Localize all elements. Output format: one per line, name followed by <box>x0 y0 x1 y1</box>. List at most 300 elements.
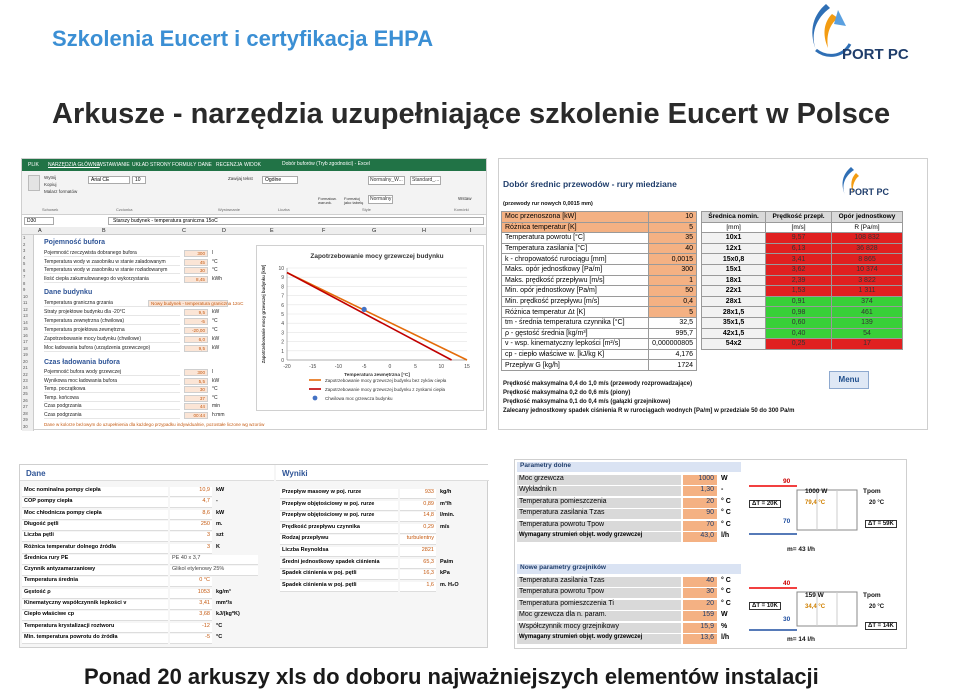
radiator-section-1: Parametry dolne <box>517 462 741 472</box>
row-label: Pojemność rzeczywista dobranego bufora <box>44 250 180 257</box>
row-number[interactable]: 22 <box>23 371 28 377</box>
radiator-value[interactable]: 1,30 <box>683 486 717 496</box>
input-cell[interactable]: -5 <box>184 318 208 325</box>
dane-label: Temperatura średnia <box>22 577 168 587</box>
unit-cell: °C <box>212 258 218 265</box>
wyniki-label: Rodzaj przepływu <box>280 535 398 545</box>
wyniki-label: Przepływ objętościowy w poj. rurze <box>280 512 398 522</box>
result-resistance: 10 374 <box>831 264 902 275</box>
style-normal-w[interactable]: Normalny_W... <box>370 177 403 183</box>
radiator-label: Temperatura zasilania Tzas <box>517 509 681 519</box>
row-label: Czas podgrzania <box>44 412 180 419</box>
input-cell[interactable]: 9,5 <box>184 309 208 316</box>
cut-button[interactable]: Wytnij <box>44 175 57 180</box>
x-tick-label: -20 <box>283 364 291 370</box>
param-label: Różnica temperatur [K] <box>502 222 649 233</box>
heating-demand-chart <box>257 246 485 412</box>
wyniki-unit: l/min. <box>440 512 455 519</box>
x-axis-label: Temperatura zewnętrzna [°C] <box>344 373 410 378</box>
param-value[interactable]: 40 <box>649 243 697 254</box>
wyniki-value: 14,8 <box>400 512 436 522</box>
diag1-tm: 79,4 °C <box>805 500 826 506</box>
result-row <box>702 328 903 339</box>
row-number[interactable]: 28 <box>23 410 28 416</box>
result-velocity: 3,62 <box>766 264 832 275</box>
diag2-t-in: 40 <box>783 580 791 587</box>
radiator-unit: ° C <box>721 497 731 505</box>
y-tick-label: 5 <box>281 312 284 318</box>
dane-value[interactable]: 1053 <box>170 589 212 599</box>
col-e[interactable]: E <box>270 228 274 234</box>
result-resistance: 108 832 <box>831 233 902 244</box>
result-unit: [m/s] <box>766 222 832 233</box>
group-alignment: Wyrównanie <box>218 207 240 212</box>
dane-value[interactable]: 4,7 <box>170 498 212 508</box>
unit-cell: °C <box>212 318 218 324</box>
dane-value[interactable]: 8,6 <box>170 510 212 520</box>
row-label: Straty projektowe budynku dla -20°C <box>44 309 180 316</box>
row-number[interactable]: 25 <box>23 391 28 396</box>
font-size-box[interactable]: 10 <box>132 176 146 184</box>
wyniki-value: 65,3 <box>400 559 436 569</box>
dane-unit: kJ/(kg*K) <box>216 611 240 618</box>
main-title: Arkusze - narzędzia uzupełniające szkolenie Eucert w Polsce <box>52 98 891 130</box>
unit-cell: kW <box>212 345 220 351</box>
param-label: cp - ciepło właściwe w. [kJ/kg K] <box>502 349 649 360</box>
diag1-power: 1000 W <box>805 488 828 495</box>
wrap-text-button[interactable]: Zawijaj tekst <box>228 176 253 181</box>
row-label: Pojemność bufora wody grzewczej <box>44 369 180 376</box>
param-value: 32,5 <box>649 317 697 328</box>
col-g[interactable]: G <box>372 228 377 234</box>
input-cell[interactable]: 6,0 <box>184 336 208 343</box>
result-header: Prędkość przepł. <box>766 212 832 223</box>
diag2-t-out: 30 <box>783 616 791 623</box>
x-tick-label: 0 <box>388 364 392 370</box>
excel-tab-view[interactable]: WIDOK <box>244 162 261 168</box>
y-tick-label: 7 <box>281 293 284 300</box>
row-number[interactable]: 9 <box>23 287 26 292</box>
radiator-unit: ° C <box>721 577 731 584</box>
diag1-t-in: 90 <box>783 478 791 485</box>
unit-cell: h:mm <box>212 411 225 418</box>
dane-label: Długość pętli <box>22 521 168 531</box>
radiator-value[interactable]: 90 <box>683 509 717 519</box>
y-tick-label: 1 <box>281 348 284 355</box>
result-row <box>702 286 903 297</box>
dane-label: COP pompy ciepła <box>22 498 168 508</box>
row-number[interactable]: 4 <box>23 254 26 260</box>
x-tick-label: 5 <box>414 364 417 370</box>
radiator-label: Temperatura zasilania Tzas <box>517 577 681 587</box>
row-number[interactable]: 8 <box>23 280 26 286</box>
result-resistance: 8 865 <box>831 254 902 265</box>
row-number[interactable]: 27 <box>23 404 28 409</box>
dane-title: Dane <box>26 469 46 478</box>
wyniki-label: Liczba Reynoldsa <box>280 547 398 557</box>
result-velocity: 0,40 <box>766 328 832 339</box>
excel-tab-layout[interactable]: UKŁAD STRONY <box>132 162 171 168</box>
col-b[interactable]: B <box>102 228 106 234</box>
excel-window-title: Dobór buforów (Tryb zgodności) - Excel <box>282 161 370 167</box>
pipe-note: Prędkość maksymalna 0,4 do 1,0 m/s (przewody rozprowadzające) <box>503 381 693 387</box>
excel-tab-data[interactable]: DANE <box>198 162 212 168</box>
unit-cell: l <box>212 369 214 375</box>
radiator-unit: - <box>721 486 724 494</box>
group-styles: Style <box>362 207 371 212</box>
param-label: Temperatura zasilania [°C] <box>502 243 649 254</box>
dane-unit: kW <box>216 487 225 493</box>
col-a[interactable]: A <box>38 228 42 234</box>
top-title: Szkolenia Eucert i certyfikacja EHPA <box>52 26 434 51</box>
radiator-value[interactable]: 30 <box>683 588 717 598</box>
param-label: Maks. prędkość przepływu [m/s] <box>502 275 649 286</box>
col-f[interactable]: F <box>322 228 326 234</box>
pipes-subtitle: (przewody rur nowych 0,0015 mm) <box>503 201 593 207</box>
col-d[interactable]: D <box>222 228 226 234</box>
row-label: Wynikowa moc ładowania bufora <box>44 378 180 385</box>
result-resistance: 461 <box>831 307 902 318</box>
radiator-value[interactable]: 40 <box>683 577 717 587</box>
excel-tab-insert[interactable]: WSTAWIANIE <box>98 162 130 168</box>
row-label: Temperatura projektowa zewnętrzna <box>44 327 180 334</box>
dane-value[interactable]: 3,68 <box>170 611 212 621</box>
result-dn: 15x0,8 <box>702 254 766 265</box>
dane-unit: m. <box>216 520 223 527</box>
param-label: Min. opór jednostkowy [Pa/m] <box>502 286 649 297</box>
input-cell[interactable]: Nowy budynek - temperatura graniczna 12oC <box>148 300 228 307</box>
data-point <box>362 307 367 312</box>
wyniki-value: 0,89 <box>400 501 436 511</box>
param-value[interactable]: 300 <box>649 264 697 275</box>
diag2-tm: 34,4 °C <box>805 604 826 610</box>
result-resistance: 17 <box>831 339 902 350</box>
result-velocity: 0,60 <box>766 317 832 328</box>
result-velocity: 2,39 <box>766 275 832 286</box>
param-value[interactable]: 50 <box>649 286 697 297</box>
wyniki-label: Spadek ciśnienia w poj. pętli <box>280 570 398 580</box>
dane-value[interactable]: Glikol etylenowy 25% <box>170 566 258 576</box>
result-resistance: 54 <box>831 328 902 339</box>
param-value[interactable]: 10 <box>649 212 697 223</box>
series-line <box>287 273 467 360</box>
pipe-note: Zalecany jednostkowy spadek ciśnienia R w rurociągach wodnych [Pa/m] w przedziale 50 do 300 Pa/m <box>503 408 795 414</box>
result-row <box>702 275 903 286</box>
row-number[interactable]: 26 <box>23 397 28 403</box>
input-cell[interactable]: 8,45 <box>184 276 208 283</box>
input-cell[interactable]: 5,5 <box>184 378 208 385</box>
input-cell[interactable]: 300 <box>184 250 208 257</box>
row-number[interactable]: 11 <box>23 300 28 305</box>
legend-entry: Zapotrzebowanie mocy grzewczej budynku z zyskami ciepła <box>325 387 446 392</box>
group-cells: Komórki <box>454 207 469 212</box>
radiator-section-2: Nowe parametry grzejników <box>517 564 741 574</box>
pipes-screenshot <box>498 158 928 430</box>
dane-unit: kW <box>216 509 225 516</box>
paste-button[interactable] <box>28 175 40 191</box>
param-value[interactable]: 0,4 <box>649 296 697 307</box>
diag2-tpom-val: 20 °C <box>869 604 885 610</box>
radiator-label: Moc grzewcza <box>517 475 681 485</box>
wyniki-header <box>276 465 489 481</box>
row-number[interactable]: 14 <box>23 319 28 325</box>
font-name-box[interactable]: Arial CE <box>88 176 130 184</box>
radiator-label: Temperatura powrotu Tpow <box>517 588 681 598</box>
input-cell[interactable]: 44 <box>184 403 208 410</box>
row-number[interactable]: 15 <box>23 326 28 331</box>
input-cell[interactable]: 45 <box>184 259 208 266</box>
param-row <box>502 339 697 350</box>
radiator-unit: ° C <box>721 599 731 607</box>
excel-tab-formulas[interactable]: FORMUŁY <box>172 162 197 168</box>
unit-cell: min <box>212 403 221 409</box>
pipes-title: Dobór średnic przewodów - rury miedziane <box>503 179 677 189</box>
col-c[interactable]: C <box>182 228 186 234</box>
param-label: Min. prędkość przepływu [m/s] <box>502 296 649 307</box>
dane-value[interactable]: 0 °C <box>170 577 212 587</box>
conditional-format-button[interactable]: Formatow. warunk. <box>318 196 337 205</box>
excel-tab-review[interactable]: RECENZJA <box>216 162 243 168</box>
param-value[interactable]: 5 <box>649 307 697 318</box>
name-box[interactable]: D30 <box>24 217 54 225</box>
dane-unit: K <box>216 543 220 550</box>
row-number[interactable]: 21 <box>23 365 28 370</box>
chart-title: Zapotrzebowanie mocy grzewczej budynku <box>310 253 444 260</box>
param-value[interactable]: 35 <box>649 233 697 244</box>
row-label: Temperatura graniczna grzania <box>44 300 180 307</box>
diag2-tpom: Tpom <box>863 592 881 599</box>
result-row <box>702 233 903 244</box>
diag1-t-out: 70 <box>783 518 791 525</box>
result-resistance: 374 <box>831 296 902 307</box>
radiator-diagram-2 <box>747 578 907 648</box>
result-dn: 42x1,5 <box>702 328 766 339</box>
input-cell[interactable]: 300 <box>184 369 208 376</box>
row-number[interactable]: 1 <box>23 235 26 240</box>
y-tick-label: 8 <box>281 284 284 291</box>
dane-value[interactable]: 250 <box>170 521 212 531</box>
radiator-value[interactable]: 15,9 <box>683 623 717 633</box>
row-label: Temperatura zewnętrzna (chwilowa) <box>44 318 180 325</box>
dane-value[interactable]: 3 <box>170 544 212 554</box>
dane-label: Temperatura krystalizacji roztworu <box>22 623 168 633</box>
radiator-value[interactable]: 1000 <box>683 475 717 485</box>
result-dn: 10x1 <box>702 233 766 244</box>
chart-frame <box>256 245 484 411</box>
dane-unit: mm²/s <box>216 600 233 606</box>
legend-entry: Chwilowa moc grzewcza budynku <box>325 396 393 401</box>
dane-unit: °C <box>216 622 223 629</box>
param-row <box>502 254 697 265</box>
y-tick-label: 9 <box>281 275 284 282</box>
wyniki-value: turbulentny <box>400 535 436 545</box>
style-normal[interactable]: Normalny <box>370 196 392 202</box>
menu-button[interactable]: Menu <box>829 371 869 389</box>
dane-value[interactable]: 3 <box>170 532 212 542</box>
row-number[interactable]: 6 <box>23 267 26 273</box>
copy-button[interactable]: Kopiuj <box>44 182 57 187</box>
param-value: 1724 <box>649 360 697 371</box>
result-velocity: 0,91 <box>766 296 832 307</box>
row-number[interactable]: 13 <box>23 313 28 318</box>
col-h[interactable]: H <box>422 228 426 234</box>
section-building-data: Dane budynku <box>44 289 93 296</box>
dane-value[interactable]: PE 40 x 3,7 <box>170 555 258 565</box>
result-unit-row <box>702 222 903 233</box>
format-as-table-button[interactable]: Formatuj jako tabelę <box>344 196 364 205</box>
sheet-note: Dane w kolorze beżowym do uzupełnienia dla każdego przypadku indywidualnie, pozostałe liczone wg wzorów <box>44 422 265 427</box>
y-axis-label: Zapotrzebowanie mocy grzewczej budynku [kW] <box>261 264 266 364</box>
result-dn: 18x1 <box>702 275 766 286</box>
unit-cell: °C <box>212 267 218 273</box>
row-number[interactable]: 2 <box>23 241 26 247</box>
radiator-value[interactable]: 20 <box>683 498 717 508</box>
row-number[interactable]: 30 <box>23 423 28 429</box>
param-label: ρ - gęstość średnia [kg/m³] <box>502 328 649 339</box>
row-number[interactable]: 19 <box>23 352 28 357</box>
section-buffer-capacity: Pojemność bufora <box>44 239 106 246</box>
dane-label: Gęstość ρ <box>22 589 168 599</box>
excel-tab-file[interactable]: PLIK <box>28 162 39 168</box>
number-format-box[interactable]: Ogólne <box>262 176 298 184</box>
insert-cells-button[interactable]: Wstaw <box>458 196 472 201</box>
radiator-label: Współczynnik mocy grzejnikowy <box>517 623 681 633</box>
row-number[interactable]: 16 <box>23 332 28 338</box>
wyniki-value: 933 <box>400 489 436 499</box>
row-number[interactable]: 12 <box>23 306 28 312</box>
result-dn: 12x1 <box>702 243 766 254</box>
row-number[interactable]: 23 <box>23 378 28 383</box>
formula-bar[interactable]: Starszy budynek - temperatura graniczna 15oC <box>108 217 484 225</box>
wyniki-unit: m³/h <box>440 500 452 507</box>
radiator-value: 13,6 <box>683 634 717 644</box>
result-row <box>702 317 903 328</box>
param-row <box>502 296 697 307</box>
row-number[interactable]: 29 <box>23 417 28 422</box>
wyniki-unit: m. H₂O <box>440 581 459 588</box>
section-charge-time: Czas ładowania bufora <box>44 359 120 366</box>
format-painter-button[interactable]: Malarz formatów <box>44 189 78 194</box>
row-number[interactable]: 3 <box>23 248 26 253</box>
input-cell[interactable]: -20,00 <box>184 327 208 334</box>
param-row <box>502 275 697 286</box>
dane-value[interactable]: -5 <box>170 634 212 644</box>
radiator-unit: l/h <box>721 634 730 641</box>
port-pc-mini-logo-icon <box>829 165 925 205</box>
x-tick-label: -5 <box>361 364 367 370</box>
param-label: k - chropowatość rurociągu [mm] <box>502 254 649 265</box>
wyniki-label: Przepływ objętościowy w poj. rurze <box>280 501 398 511</box>
dane-value[interactable]: 3,41 <box>170 600 212 610</box>
param-row <box>502 222 697 233</box>
wyniki-unit: m/s <box>440 523 450 530</box>
row-number[interactable]: 5 <box>23 261 26 266</box>
param-value[interactable]: 1 <box>649 275 697 286</box>
radiator-value[interactable]: 159 <box>683 611 717 621</box>
diag1-dt2: ΔT = 59K <box>865 520 897 528</box>
input-cell[interactable]: 00:44 <box>184 412 208 419</box>
x-tick-label: -15 <box>309 364 317 370</box>
unit-cell: l <box>212 250 214 256</box>
row-number[interactable]: 10 <box>23 293 28 299</box>
dane-value[interactable]: -12 <box>170 623 212 633</box>
dane-label: Czynnik antyzamarzaniowy <box>22 566 168 576</box>
dane-value[interactable]: 10,9 <box>170 487 212 497</box>
diag1-tpom: Tpom <box>863 488 881 495</box>
diag1-tpom-val: 20 °C <box>869 500 885 506</box>
param-row <box>502 328 697 339</box>
row-number[interactable]: 20 <box>23 358 28 364</box>
result-unit: R [Pa/m] <box>831 222 902 233</box>
dane-unit: - <box>216 498 218 505</box>
x-tick-label: -10 <box>334 364 343 370</box>
radiator-value[interactable]: 70 <box>683 521 717 531</box>
result-dn: 22x1 <box>702 286 766 297</box>
excel-tab-home[interactable]: NARZĘDZIA GŁÓWNE <box>48 162 100 168</box>
radiator-value[interactable]: 20 <box>683 600 717 610</box>
radiator-unit: % <box>721 622 728 630</box>
input-cell[interactable]: 37 <box>184 395 208 402</box>
result-row <box>702 243 903 254</box>
param-label: Różnica temperatur Δt [K] <box>502 307 649 318</box>
result-dn: 28x1 <box>702 296 766 307</box>
style-standard[interactable]: Standard_... <box>412 177 440 183</box>
param-row <box>502 317 697 328</box>
param-row <box>502 233 697 244</box>
radiator-unit: W <box>721 611 728 619</box>
col-i[interactable]: I <box>470 228 472 234</box>
dane-unit: szt <box>216 532 224 539</box>
result-resistance: 36 828 <box>831 243 902 254</box>
ground-loop-screenshot <box>19 464 488 648</box>
radiator-label: Wymagany strumień objęt. wody grzewczej <box>517 532 681 542</box>
param-value[interactable]: 5 <box>649 222 697 233</box>
dane-unit: °C <box>216 633 223 640</box>
input-cell[interactable]: 30 <box>184 267 208 274</box>
row-label: Temp. początkowa <box>44 386 180 393</box>
wyniki-unit: kg/h <box>440 489 452 495</box>
row-label: Czas podgrzania <box>44 403 180 410</box>
radiator-unit: W <box>721 475 728 482</box>
dane-label: Liczba pętli <box>22 532 168 542</box>
radiator-unit: ° C <box>721 520 731 528</box>
unit-cell: kW <box>212 377 220 384</box>
input-cell[interactable]: 30 <box>184 386 208 393</box>
row-number[interactable]: 17 <box>23 339 28 344</box>
row-number[interactable]: 24 <box>23 384 28 390</box>
dane-label: Moc nominalna pompy ciepła <box>22 487 168 497</box>
row-label: Zapotrzebowanie mocy budynku (chwilowe) <box>44 336 180 343</box>
row-number[interactable]: 18 <box>23 345 28 351</box>
result-velocity: 3,41 <box>766 254 832 265</box>
radiator-label: Moc grzewcza dla n. param. <box>517 611 681 621</box>
wyniki-value: 0,29 <box>400 524 436 534</box>
logo-text: PORT PC <box>842 46 909 63</box>
radiator-unit: ° C <box>721 588 731 596</box>
input-cell[interactable]: 9,5 <box>184 345 208 352</box>
param-label: Moc przenoszona [kW] <box>502 212 649 223</box>
wyniki-value: 1,6 <box>400 582 436 592</box>
pipe-result-table <box>701 211 903 350</box>
result-row <box>702 339 903 350</box>
param-label: Maks. opór jednostkowy [Pa/m] <box>502 264 649 275</box>
row-number[interactable]: 7 <box>23 274 26 279</box>
dane-label: Ciepło właściwe cp <box>22 611 168 621</box>
row-label: Moc ładowania bufora (urządzenia grzewczego) <box>44 345 180 352</box>
param-value: 995,7 <box>649 328 697 339</box>
wyniki-title: Wyniki <box>282 469 308 478</box>
param-value[interactable]: 0,0015 <box>649 254 697 265</box>
